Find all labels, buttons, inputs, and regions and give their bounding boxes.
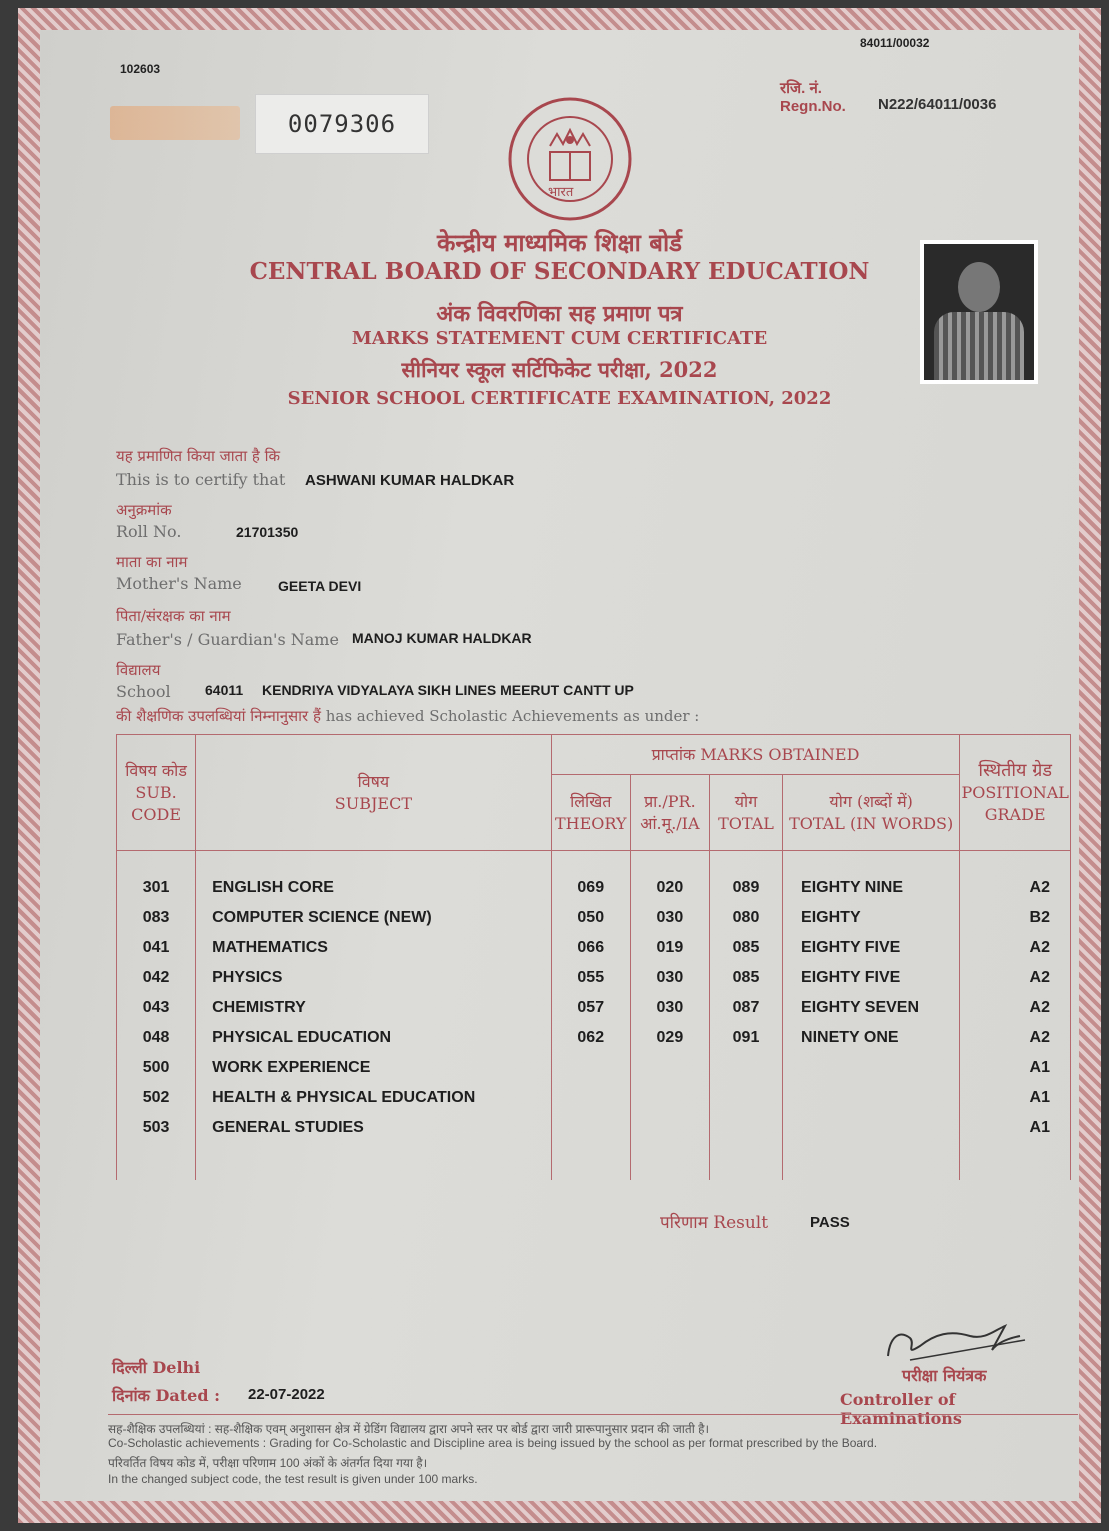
row-7-subject: WORK EXPERIENCE <box>212 1059 371 1076</box>
row-2-theory: 050 <box>577 909 605 926</box>
header-subject: विषय SUBJECT <box>196 735 552 851</box>
mother-hindi: माता का नाम <box>116 553 188 571</box>
regn-label: Regn.No. <box>780 98 846 115</box>
row-3-subject: MATHEMATICS <box>212 939 328 956</box>
cbse-emblem-icon <box>505 94 635 228</box>
doc-title-hindi: अंक विवरणिका सह प्रमाण पत्र <box>436 301 683 327</box>
father-label: Father's / Guardian's Name <box>116 630 339 649</box>
row-7-practical <box>632 1053 708 1083</box>
doc-title: MARKS STATEMENT CUM CERTIFICATE <box>351 328 768 349</box>
father-name: MANOJ KUMAR HALDKAR <box>352 630 532 646</box>
student-photo <box>920 240 1038 384</box>
row-9-grade: A1 <box>1029 1119 1050 1136</box>
controller-hindi: परीक्षा नियंत्रक <box>902 1366 987 1385</box>
row-9-words <box>801 1113 958 1143</box>
row-6-subject: PHYSICAL EDUCATION <box>212 1029 392 1046</box>
row-6-total: 091 <box>732 1029 760 1046</box>
note-hindi-2: परिवर्तित विषय कोड में, परीक्षा परिणाम 100 अंकों के अंतर्गत दिया गया है। <box>108 1456 428 1470</box>
row-2-grade: B2 <box>1029 909 1050 926</box>
issue-date: 22-07-2022 <box>248 1386 325 1403</box>
row-9-total <box>711 1113 781 1143</box>
row-6-words: NINETY ONE <box>801 1029 899 1046</box>
row-3-code: 041 <box>142 939 170 956</box>
row-8-theory <box>553 1083 629 1113</box>
top-right-number: 84011/00032 <box>860 36 930 50</box>
header-marks-obtained: प्राप्तांक MARKS OBTAINED <box>551 735 960 775</box>
row-5-theory: 057 <box>577 999 605 1016</box>
header-total-words: योग (शब्दों में) TOTAL (IN WORDS) <box>783 775 960 851</box>
exam-title: SENIOR SCHOOL CERTIFICATE EXAMINATION, 2022 <box>287 388 832 409</box>
row-5-code: 043 <box>142 999 170 1016</box>
row-5-words: EIGHTY SEVEN <box>801 999 920 1016</box>
row-1-subject: ENGLISH CORE <box>212 879 334 896</box>
row-8-subject: HEALTH & PHYSICAL EDUCATION <box>212 1089 476 1106</box>
row-4-words: EIGHTY FIVE <box>801 969 901 986</box>
row-6-code: 048 <box>142 1029 170 1046</box>
header-practical: प्रा./PR. आं.मू./IA <box>630 775 709 851</box>
row-9-practical <box>632 1113 708 1143</box>
row-5-practical: 030 <box>656 999 684 1016</box>
row-1-words: EIGHTY NINE <box>801 879 903 896</box>
row-9-theory <box>553 1113 629 1143</box>
row-8-words <box>801 1083 958 1113</box>
row-3-practical: 019 <box>656 939 684 956</box>
place: दिल्ली Delhi <box>112 1358 201 1377</box>
row-7-words <box>801 1053 958 1083</box>
row-8-practical <box>632 1083 708 1113</box>
school-label: School <box>116 682 171 701</box>
school-hindi: विद्यालय <box>116 661 161 679</box>
father-hindi: पिता/संरक्षक का नाम <box>116 607 231 625</box>
school-name: KENDRIYA VIDYALAYA SIKH LINES MEERUT CANTT UP <box>262 682 634 698</box>
board-title-hindi: केन्द्रीय माध्यमिक शिक्षा बोर्ड <box>436 228 683 257</box>
row-7-grade: A1 <box>1029 1059 1050 1076</box>
roll-label: Roll No. <box>116 522 182 541</box>
footer-divider <box>108 1414 1078 1415</box>
row-7-total <box>711 1053 781 1083</box>
header-positional-grade: स्थितीय ग्रेड POSITIONAL GRADE <box>960 735 1071 851</box>
serial-number: 0079306 <box>255 94 429 154</box>
grade-column <box>960 851 1071 1181</box>
result-label: परिणाम Result <box>660 1213 769 1233</box>
row-5-total: 087 <box>732 999 760 1016</box>
row-2-code: 083 <box>142 909 170 926</box>
roll-hindi: अनुक्रमांक <box>116 501 172 519</box>
marks-table <box>116 734 1071 1180</box>
certify-text: This is to certify that <box>116 470 286 489</box>
row-6-practical: 029 <box>656 1029 684 1046</box>
achievements-line <box>116 706 699 726</box>
faded-stamp <box>110 106 240 140</box>
emblem-label: भारत <box>548 185 574 200</box>
row-2-words: EIGHTY <box>801 909 861 926</box>
note-english-2: In the changed subject code, the test result is given under 100 marks. <box>108 1472 478 1486</box>
row-4-code: 042 <box>142 969 170 986</box>
row-2-subject: COMPUTER SCIENCE (NEW) <box>212 909 432 926</box>
practical-column <box>630 851 709 1181</box>
row-2-practical: 030 <box>656 909 684 926</box>
row-3-theory: 066 <box>577 939 605 956</box>
controller-title: Controller of Examinations <box>840 1390 962 1428</box>
header-sub-code: विषय कोड SUB. CODE <box>117 735 196 851</box>
row-7-code: 500 <box>142 1059 170 1076</box>
words-column <box>783 851 960 1181</box>
row-1-total: 089 <box>732 879 760 896</box>
row-5-subject: CHEMISTRY <box>212 999 306 1016</box>
mother-name: GEETA DEVI <box>278 578 362 594</box>
achieved-text: has achieved Scholastic Achievements as under : <box>325 707 700 725</box>
result-value: PASS <box>810 1214 850 1231</box>
row-3-grade: A2 <box>1029 939 1050 956</box>
row-2-total: 080 <box>732 909 760 926</box>
row-1-practical: 020 <box>656 879 684 896</box>
row-5-grade: A2 <box>1029 999 1050 1016</box>
student-name: ASHWANI KUMAR HALDKAR <box>305 472 515 489</box>
note-hindi-1: सह-शैक्षिक उपलब्धियां : सह-शैक्षिक एवम् अनुशासन क्षेत्र में ग्रेडिंग विद्यालय द्वारा अपने स्तर पर बोर्ड द्वारा जारी प्रारूपानुसार प्रदान की जाती है। <box>108 1422 710 1436</box>
roll-number: 21701350 <box>236 524 299 540</box>
row-3-total: 085 <box>732 939 760 956</box>
row-8-grade: A1 <box>1029 1089 1050 1106</box>
row-8-code: 502 <box>142 1089 170 1106</box>
row-1-code: 301 <box>142 879 170 896</box>
certify-hindi: यह प्रमाणित किया जाता है कि <box>116 447 280 465</box>
board-title: CENTRAL BOARD OF SECONDARY EDUCATION <box>249 258 870 285</box>
row-7-theory <box>553 1053 629 1083</box>
subject-column <box>196 851 552 1181</box>
row-3-words: EIGHTY FIVE <box>801 939 901 956</box>
row-9-subject: GENERAL STUDIES <box>212 1119 364 1136</box>
row-1-grade: A2 <box>1029 879 1050 896</box>
header-theory: लिखित THEORY <box>551 775 630 851</box>
code-column <box>117 851 196 1181</box>
dated-label: दिनांक Dated : <box>112 1386 220 1405</box>
row-4-grade: A2 <box>1029 969 1050 986</box>
theory-column <box>551 851 630 1181</box>
row-9-code: 503 <box>142 1119 170 1136</box>
achieved-hindi: की शैक्षणिक उपलब्धियां निम्नानुसार हैं <box>116 707 321 725</box>
row-4-practical: 030 <box>656 969 684 986</box>
regn-hindi: रजि. नं. <box>780 80 822 97</box>
row-6-theory: 062 <box>577 1029 605 1046</box>
marks-statement-sheet <box>18 8 1101 1523</box>
row-1-theory: 069 <box>577 879 605 896</box>
row-4-total: 085 <box>732 969 760 986</box>
total-column <box>709 851 782 1181</box>
row-4-theory: 055 <box>577 969 605 986</box>
exam-title-hindi: सीनियर स्कूल सर्टिफिकेट परीक्षा, 2022 <box>401 357 718 382</box>
row-8-total <box>711 1083 781 1113</box>
row-4-subject: PHYSICS <box>212 969 283 986</box>
mother-label: Mother's Name <box>116 574 242 593</box>
regn-number: N222/64011/0036 <box>878 96 997 113</box>
note-english-1: Co-Scholastic achievements : Grading for Co-Scholastic and Discipline area is being issued by the school as per format prescribed by the Board. <box>108 1436 878 1450</box>
top-number: 102603 <box>120 62 161 76</box>
row-6-grade: A2 <box>1029 1029 1050 1046</box>
school-code: 64011 <box>205 682 244 698</box>
header-total: योग TOTAL <box>709 775 782 851</box>
